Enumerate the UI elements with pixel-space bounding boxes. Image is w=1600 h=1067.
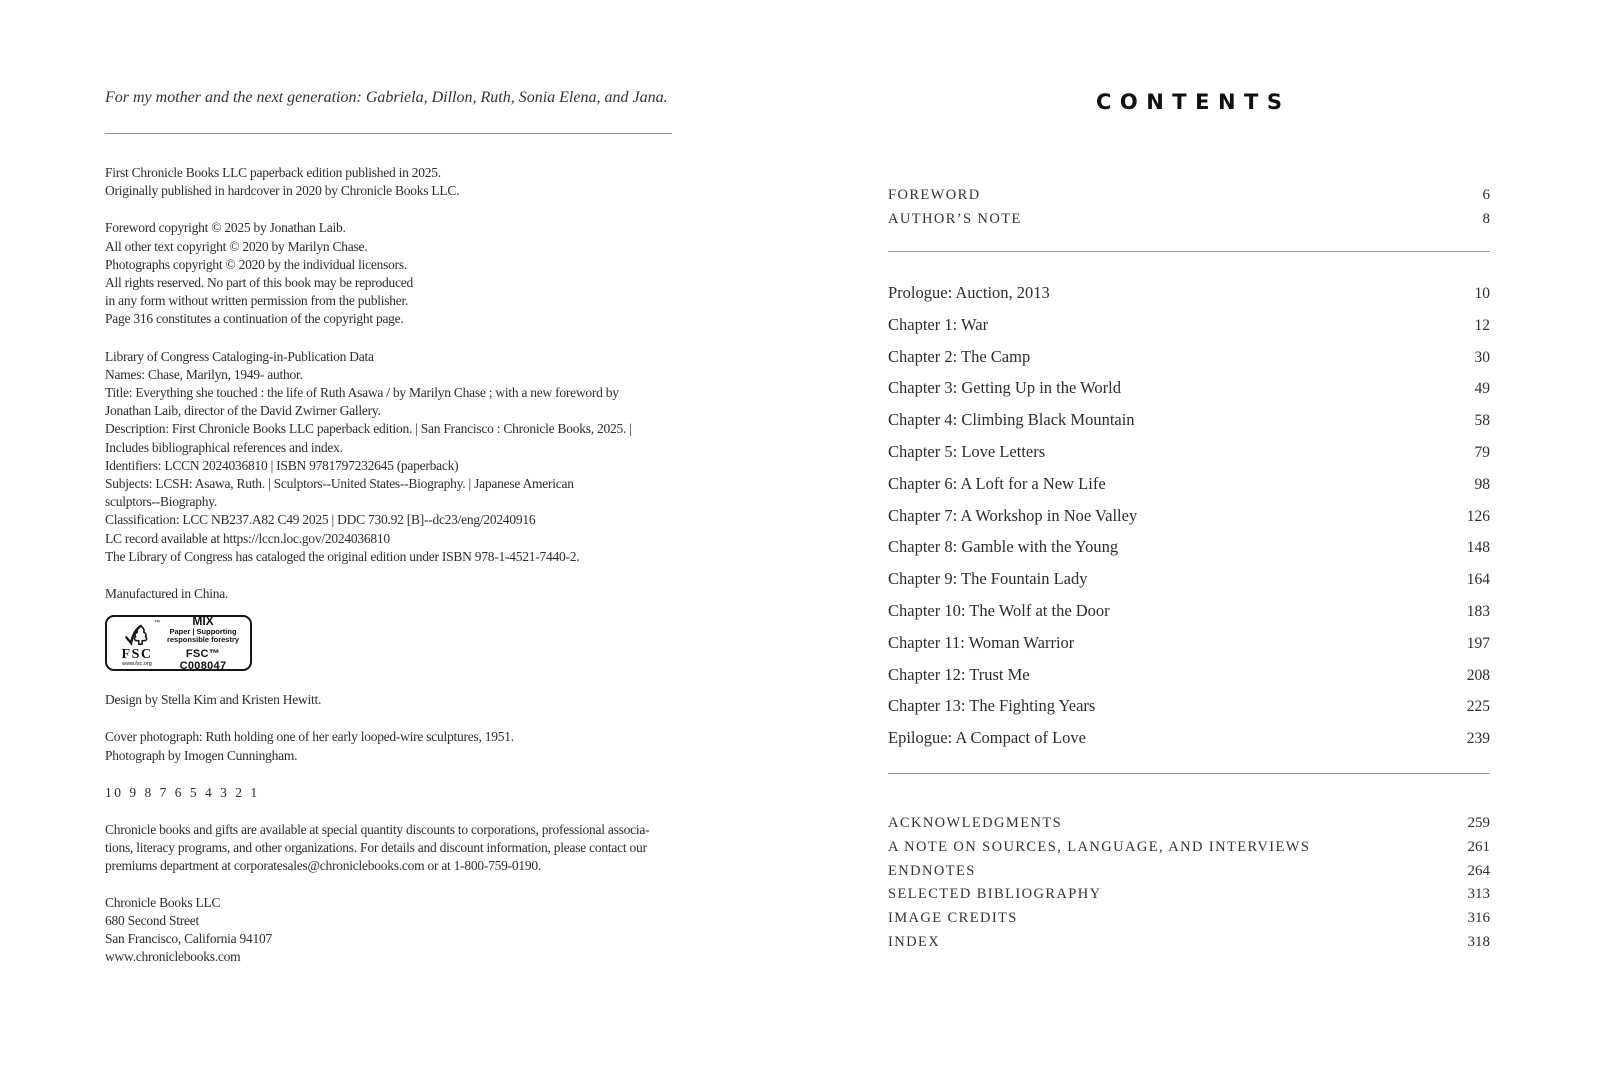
toc-page-number: 148 xyxy=(1466,539,1490,557)
dedication-text: For my mother and the next generation: Gabriela, Dillon, Ruth, Sonia Elena, and Jana. xyxy=(105,89,668,106)
toc-page-number: 264 xyxy=(1467,862,1490,879)
toc-label: ENDNOTES xyxy=(888,862,976,879)
toc-page-number: 316 xyxy=(1467,910,1490,927)
text-line: Description: First Chronicle Books LLC paperback edition. | San Francisco : Chronicle Books, 2025. | xyxy=(105,421,632,437)
toc-page-number: 313 xyxy=(1467,886,1490,903)
toc-row xyxy=(888,696,1490,728)
toc-row xyxy=(888,934,1490,958)
back-matter-list xyxy=(888,815,1490,958)
toc-page-number: 239 xyxy=(1466,730,1490,748)
toc-row xyxy=(888,601,1490,633)
dedication-divider xyxy=(105,133,672,134)
toc-label: ACKNOWLEDGMENTS xyxy=(888,814,1063,831)
text-line: Originally published in hardcover in 2020 by Chronicle Books LLC. xyxy=(105,183,460,199)
text-line: Manufactured in China. xyxy=(105,586,229,602)
copyright-block xyxy=(105,219,672,328)
toc-row xyxy=(888,863,1490,887)
text-line: Chronicle books and gifts are available at special quantity discounts to corporations, professional associa- xyxy=(105,822,650,838)
front-matter-list xyxy=(888,187,1490,235)
print-run-numbers xyxy=(105,784,672,802)
cover-credit xyxy=(105,728,672,764)
toc-page-number: 8 xyxy=(1482,211,1490,227)
fsc-certification-label xyxy=(105,615,252,671)
toc-row xyxy=(888,442,1490,474)
toc-label: INDEX xyxy=(888,933,941,950)
edition-block xyxy=(105,164,672,200)
toc-page-number: 79 xyxy=(1474,443,1490,461)
fsc-tree-icon xyxy=(124,622,150,649)
design-credit xyxy=(105,691,672,709)
toc-row xyxy=(888,728,1490,760)
toc-page-number: 49 xyxy=(1474,380,1490,398)
toc-label: Chapter 10: The Wolf at the Door xyxy=(888,600,1110,620)
fsc-tagline-line: responsible forestry xyxy=(166,635,240,645)
text-line: in any form without written permission from the publisher. xyxy=(105,293,409,309)
toc-row xyxy=(888,474,1490,506)
text-line: LC record available at https://lccn.loc.gov/2024036810 xyxy=(105,530,390,546)
toc-page-number: 6 xyxy=(1482,187,1490,203)
toc-page-number: 318 xyxy=(1467,933,1490,950)
text-line: Cover photograph: Ruth holding one of her early looped-wire sculptures, 1951. xyxy=(105,729,514,745)
toc-row xyxy=(888,665,1490,697)
text-line: Photograph by Imogen Cunningham. xyxy=(105,747,298,763)
toc-label: Chapter 8: Gamble with the Young xyxy=(888,537,1119,557)
fsc-logo-column xyxy=(112,620,162,666)
toc-label: SELECTED BIBLIOGRAPHY xyxy=(888,886,1102,903)
text-line: Includes bibliographical references and index. xyxy=(105,439,343,455)
text-line: First Chronicle Books LLC paperback edition published in 2025. xyxy=(105,165,441,180)
toc-page-number: 261 xyxy=(1467,838,1490,855)
text-line: Photographs copyright © 2020 by the individual licensors. xyxy=(105,256,407,272)
toc-label: Chapter 6: A Loft for a New Life xyxy=(888,473,1106,493)
contents-title: CONTENTS xyxy=(1095,90,1291,114)
text-line: The Library of Congress has cataloged the original edition under ISBN 978-1-4521-7440-2. xyxy=(105,548,580,564)
text-line: 10 9 8 7 6 5 4 3 2 1 xyxy=(105,784,260,800)
toc-row xyxy=(888,187,1490,211)
text-line: Classification: LCC NB237.A82 C49 2025 | DDC 730.92 [B]--dc23/eng/20240916 xyxy=(105,512,536,528)
chapter-list xyxy=(888,283,1490,760)
toc-label: Chapter 2: The Camp xyxy=(888,346,1031,366)
toc-row xyxy=(888,410,1490,442)
text-line: Foreword copyright © 2025 by Jonathan Laib. xyxy=(105,220,346,236)
toc-page-number: 197 xyxy=(1466,634,1490,652)
text-line: Page 316 constitutes a continuation of the copyright page. xyxy=(105,311,404,327)
toc-page-number: 208 xyxy=(1466,666,1490,684)
text-line: Design by Stella Kim and Kristen Hewitt. xyxy=(105,692,322,708)
toc-label: Chapter 3: Getting Up in the World xyxy=(888,378,1121,398)
text-line: Library of Congress Cataloging-in-Publication Data xyxy=(105,348,374,364)
toc-page-number: 12 xyxy=(1474,316,1490,334)
toc-label: Epilogue: A Compact of Love xyxy=(888,728,1086,748)
text-line: Title: Everything she touched : the life of Ruth Asawa / by Marilyn Chase ; with a new foreword by xyxy=(105,385,619,401)
toc-page-number: 225 xyxy=(1466,698,1490,716)
fsc-mix-label: MIX xyxy=(192,613,214,628)
toc-page-number: 10 xyxy=(1474,285,1490,302)
text-line: sculptors--Biography. xyxy=(105,494,217,510)
toc-row xyxy=(888,569,1490,601)
toc-row xyxy=(888,815,1490,839)
text-line: San Francisco, California 94107 xyxy=(105,931,272,947)
toc-row xyxy=(888,347,1490,379)
fsc-tagline-line: Paper | Supporting xyxy=(169,626,237,636)
toc-label: FOREWORD xyxy=(888,187,981,203)
toc-row xyxy=(888,506,1490,538)
text-line: Jonathan Laib, director of the David Zwirner Gallery. xyxy=(105,403,381,419)
contents-page xyxy=(888,88,1490,958)
toc-row xyxy=(888,378,1490,410)
toc-label: Chapter 7: A Workshop in Noe Valley xyxy=(888,505,1138,525)
text-line: tions, literacy programs, and other organizations. For details and discount information, please contact our xyxy=(105,840,647,856)
toc-row xyxy=(888,633,1490,665)
text-line: Identifiers: LCCN 2024036810 | ISBN 9781797232645 (paperback) xyxy=(105,457,459,473)
toc-label: Chapter 9: The Fountain Lady xyxy=(888,569,1088,589)
toc-page-number: 183 xyxy=(1466,602,1490,620)
toc-label: Chapter 12: Trust Me xyxy=(888,664,1030,684)
text-line: Names: Chase, Marilyn, 1949- author. xyxy=(105,366,303,382)
copyright-page xyxy=(105,88,672,986)
contents-divider-bottom xyxy=(888,773,1490,774)
text-line: Subjects: LCSH: Asawa, Ruth. | Sculptors--United States--Biography. | Japanese American xyxy=(105,476,574,492)
sales-notice xyxy=(105,821,672,876)
toc-label: Chapter 13: The Fighting Years xyxy=(888,696,1096,716)
toc-page-number: 164 xyxy=(1466,571,1490,589)
text-line: Chronicle Books LLC xyxy=(105,894,221,910)
toc-page-number: 126 xyxy=(1466,507,1490,525)
toc-label: Chapter 11: Woman Warrior xyxy=(888,632,1075,652)
toc-label: IMAGE CREDITS xyxy=(888,910,1018,927)
trademark-symbol: ™ xyxy=(154,620,160,627)
fsc-brand-text: FSC xyxy=(121,647,153,663)
toc-page-number: 30 xyxy=(1474,348,1490,366)
toc-label: AUTHOR’S NOTE xyxy=(888,211,1022,227)
toc-row xyxy=(888,211,1490,235)
toc-row xyxy=(888,886,1490,910)
cataloging-block xyxy=(105,348,672,566)
toc-row xyxy=(888,315,1490,347)
text-line: 680 Second Street xyxy=(105,912,199,928)
toc-row xyxy=(888,839,1490,863)
contents-divider-top xyxy=(888,251,1490,252)
text-line: premiums department at corporatesales@chroniclebooks.com or at 1-800-759-0190. xyxy=(105,858,542,874)
toc-label: Chapter 1: War xyxy=(888,314,989,334)
toc-page-number: 98 xyxy=(1474,475,1490,493)
toc-label: Chapter 4: Climbing Black Mountain xyxy=(888,410,1135,430)
toc-page-number: 58 xyxy=(1474,412,1490,430)
toc-row xyxy=(888,537,1490,569)
toc-row xyxy=(888,283,1490,315)
toc-label: A NOTE ON SOURCES, LANGUAGE, AND INTERVIEWS xyxy=(888,838,1311,855)
text-line: All rights reserved. No part of this book may be reproduced xyxy=(105,275,414,291)
toc-row xyxy=(888,910,1490,934)
toc-label: Chapter 5: Love Letters xyxy=(888,441,1046,461)
fsc-cert-code: FSC™ C008047 xyxy=(179,647,227,672)
manufactured-line xyxy=(105,585,672,603)
toc-label: Prologue: Auction, 2013 xyxy=(888,283,1050,302)
fsc-info-column xyxy=(162,613,244,672)
publisher-address xyxy=(105,894,672,967)
text-line: www.chroniclebooks.com xyxy=(105,949,241,965)
fsc-url-text: www.fsc.org xyxy=(122,661,152,668)
text-line: All other text copyright © 2020 by Marilyn Chase. xyxy=(105,238,368,254)
toc-page-number: 259 xyxy=(1467,814,1490,831)
